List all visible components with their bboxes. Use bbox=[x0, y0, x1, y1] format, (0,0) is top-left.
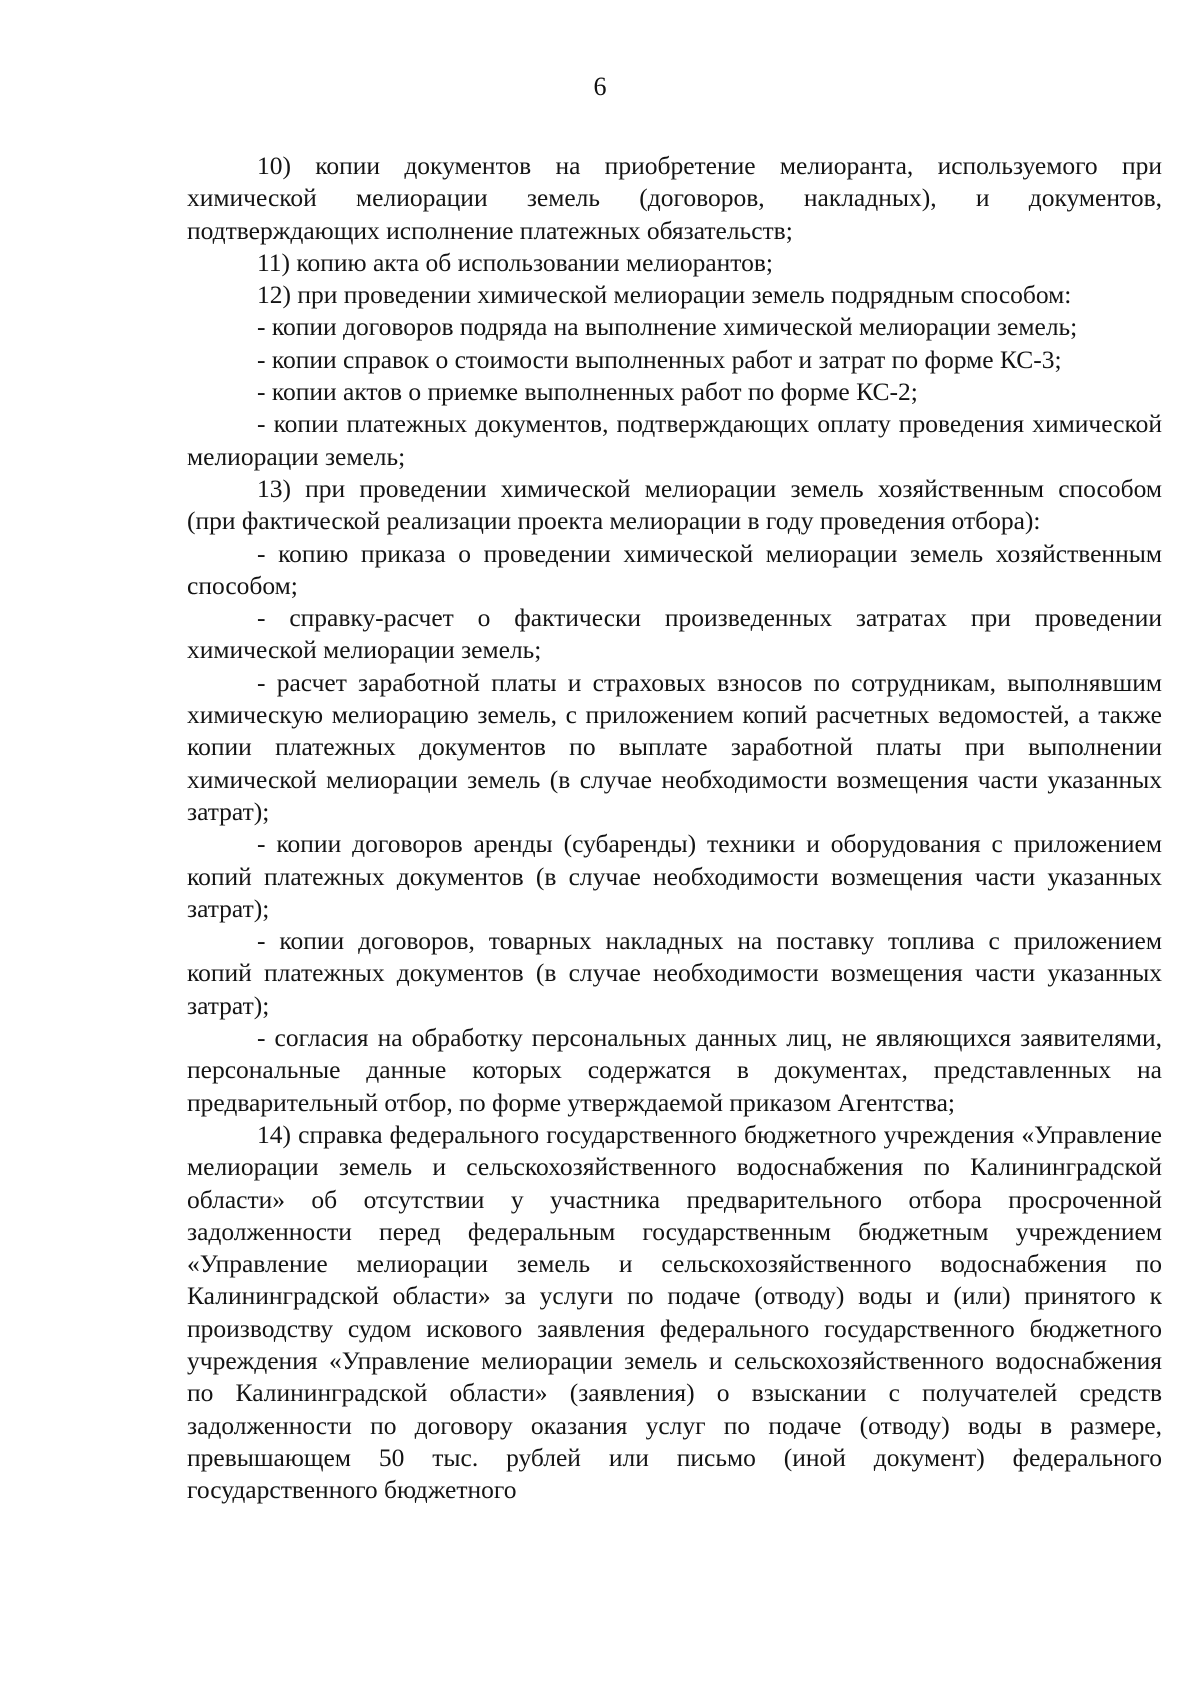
paragraph-subitem-salary: - расчет заработной платы и страховых взносов по сотрудникам, выполнявшим химическую мелиорацию земель, с приложением копий расчетных ведомостей, а также копии платежных документов по выплате заработной платы при выполнении химической мелиорации земель (в случае необходимости возмещения части указанных затрат); bbox=[187, 667, 1162, 826]
paragraph-item-13: 13) при проведении химической мелиорации земель хозяйственным способом (при фактической реализации проекта мелиорации в году проведения отбора): bbox=[187, 473, 1162, 536]
paragraph-subitem-lease: - копии договоров аренды (субаренды) техники и оборудования с приложением копий платежных документов (в случае необходимости возмещения части указанных затрат); bbox=[187, 829, 1162, 923]
paragraph-item-14: 14) справка федерального государственного бюджетного учреждения «Управление мелиорации земель и сельскохозяйственного водоснабжения по Калининградской области» об отсутствии у участника предварительного отбора просроченной задолженности перед федеральным государственным бюджетным учреждением «Управление мелиорации земель и сельскохозяйственного водоснабжения по Калининградской области» за услуги по подаче (отводу) воды и (или) принятого к производству судом искового заявления федерального государственного бюджетного учреждения «Управление мелиорации земель и сельскохозяйственного водоснабжения по Калининградской области» (заявления) о взыскании с получателей средств задолженности по договору оказания услуг по подаче (отводу) воды в размере, превышающем 50 тыс. рублей или письмо (иной документ) федерального государственного бюджетного bbox=[187, 1119, 1162, 1505]
paragraph-subitem-order: - копию приказа о проведении химической мелиорации земель хозяйственным способом; bbox=[187, 538, 1162, 600]
paragraph-subitem-consent: - согласия на обработку персональных данных лиц, не являющихся заявителями, персональные данные которых содержатся в документах, представленных на предварительный отбор, по форме утверждаемой приказом Агентства; bbox=[187, 1023, 1162, 1117]
paragraph-subitem-payments: - копии платежных документов, подтверждающих оплату проведения химической мелиорации земель; bbox=[187, 409, 1162, 471]
paragraph-item-10: 10) копии документов на приобретение мелиоранта, используемого при химической мелиорации земель (договоров, накладных), и документов, подтверждающих исполнение платежных обязательств; bbox=[187, 151, 1162, 245]
document-body bbox=[187, 150, 1162, 1506]
paragraph-subitem-contracts: - копии договоров подряда на выполнение химической мелиорации земель; bbox=[257, 312, 1078, 342]
paragraph-subitem-ks2: - копии актов о приемке выполненных работ по форме КС-2; bbox=[257, 377, 918, 407]
paragraph-item-12: 12) при проведении химической мелиорации земель подрядным способом: bbox=[257, 280, 1072, 310]
paragraph-item-11: 11) копию акта об использовании мелиорантов; bbox=[257, 247, 773, 277]
paragraph-subitem-calculation: - справку-расчет о фактически произведенных затратах при проведении химической мелиорации земель; bbox=[187, 603, 1162, 665]
page-number: 6 bbox=[593, 72, 607, 101]
paragraph-subitem-ks3: - копии справок о стоимости выполненных работ и затрат по форме КС-3; bbox=[257, 344, 1062, 374]
paragraph-subitem-fuel: - копии договоров, товарных накладных на поставку топлива с приложением копий платежных документов (в случае необходимости возмещения части указанных затрат); bbox=[187, 926, 1162, 1020]
